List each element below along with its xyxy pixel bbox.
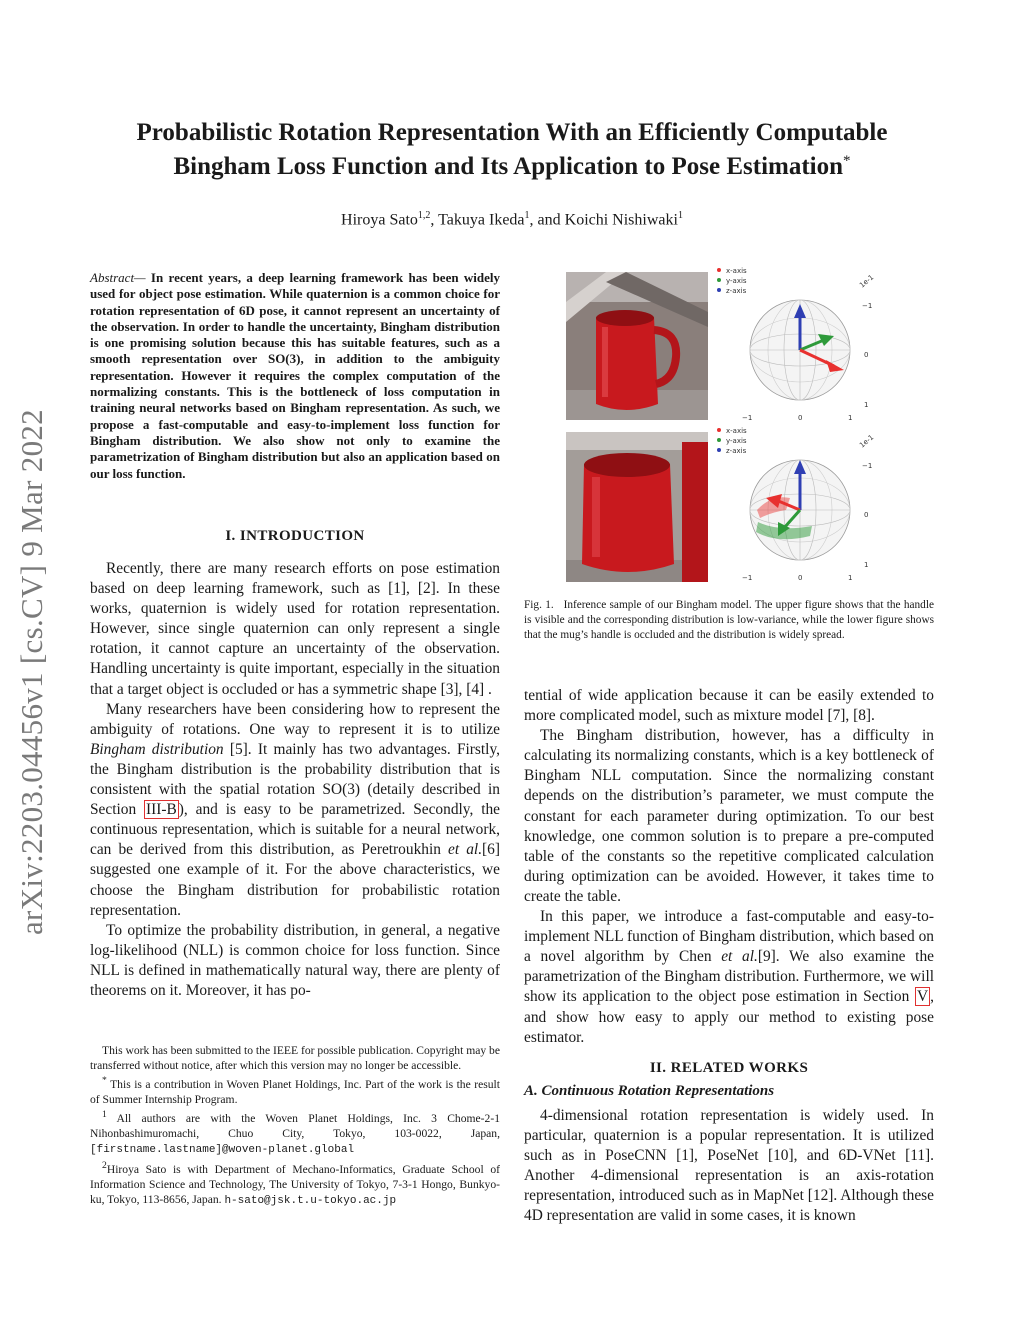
related-works-heading: II. RELATED WORKS xyxy=(649,1059,809,1076)
footnotes xyxy=(90,1043,500,1209)
footnote-affiliation-2-text: Hiroya Sato is with Department of Mechano-Informatics, Graduate School of Information Science and Technology, The University of Tokyo, 7-3-1 Hongo, Bunkyo-ku, Tokyo, 113-8656, Japan. xyxy=(90,1162,500,1206)
footnote-contribution-text: This is a contribution in Woven Planet Holdings, Inc. Part of the work is the result of Summer Internship Program. xyxy=(90,1077,500,1106)
author-1: Hiroya Sato xyxy=(341,211,418,229)
legend-marker-y xyxy=(717,438,721,442)
plot-legend-upper xyxy=(717,267,747,295)
figure-1-caption xyxy=(524,598,934,643)
legend-marker-y xyxy=(717,278,721,282)
tick-y-0: 0 xyxy=(864,351,869,359)
continuous-rotation-subheading: A. Continuous Rotation Representations xyxy=(524,1082,775,1099)
intro-p2-text-b: [5]. It mainly has two advantages. Firstly, the Bingham distribution is the probability distribution that is consistent with the spatial rotation SO(3) (detaily described in Section xyxy=(90,740,500,819)
legend-label-x: x-axis xyxy=(726,267,747,275)
right-paragraph-2: The Bingham distribution, however, has a difficulty in calculating its normalizing constants, which is a key bottleneck of Bingham NLL computation. Since the normalizing constant depends on the distribution’s parameter, we must compute the constant for each parameter during optimization. To our best knowledge, one common solution is to prepare a pre-computed table of the constants so the repetitive complicated calculation during optimization can be avoided. However, it takes time to create the table. xyxy=(524,727,934,905)
sphere-plot-lower xyxy=(712,422,888,584)
legend-marker-z xyxy=(717,448,721,452)
title-line-2-text: Bingham Loss Function and Its Application to Pose Estimation xyxy=(173,153,844,180)
footnote-affiliation-1-text: All authors are with the Woven Planet Holdings, Inc. 3 Chome-2-1 Nihonbashimuromachi, Chuo City, Tokyo, 103-0022, Japan, xyxy=(90,1111,500,1140)
legend-label-x: x-axis xyxy=(726,427,747,435)
intro-paragraph-1: Recently, there are many research efforts on pose estimation based on deep learning framework, such as [1], [2]. In these works, quaternion is widely used for rotation representation. However, since single quaternion can only represent a single rotation, it cannot capture an uncertainty of the observation. Handling uncertainty is quite important, especially in the situation that a target object is occluded or has a symmetric shape [3], [4] . xyxy=(90,560,500,698)
author-list: Hiroya Sato$^{1,2}$, Takuya Ikeda$^1$, and Koichi Nishiwaki$^1$ xyxy=(341,210,683,229)
legend-marker-x xyxy=(717,268,721,272)
abstract xyxy=(90,270,500,482)
tick-y-0: 0 xyxy=(864,511,869,519)
footnote-mark-2: 2 xyxy=(102,1159,107,1171)
author-3-affil: 1 xyxy=(677,210,683,221)
right-paragraph-1: tential of wide application because it can be easily extended to more complicated model, such as mixture model [7], [8]. xyxy=(524,687,934,725)
intro-paragraph-3: To optimize the probability distribution, in general, a negative log-likelihood (NLL) is common choice for loss function. Since NLL is defined in mathematically natural way, there are plenty of theorems on it. Moreover, it has po- xyxy=(90,921,500,999)
tick-y-1: 1 xyxy=(864,401,869,409)
plot-legend-lower xyxy=(717,427,747,455)
mug-photo-upper xyxy=(566,272,708,420)
arxiv-identifier-stamp: arXiv:2203.04456v1 [cs.CV] 9 Mar 2022 xyxy=(14,409,49,935)
author-2-affil: 1 xyxy=(524,210,530,221)
legend-label-y: y-axis xyxy=(726,277,747,285)
introduction-section xyxy=(90,528,500,1001)
corner-scale-label: 1e-1 xyxy=(858,433,876,450)
introduction-heading: I. INTRODUCTION xyxy=(225,528,365,544)
email-address[interactable]: h-sato@jsk.t.u-tokyo.ac.jp xyxy=(224,1194,397,1207)
title-line-2 xyxy=(80,150,944,184)
tick-x-0: 0 xyxy=(798,574,803,582)
tick-x-1: 1 xyxy=(848,574,853,582)
legend-label-z: z-axis xyxy=(726,447,747,455)
footnote-ieee: This work has been submitted to the IEEE for possible publication. Copyright may be transferred without notice, after which this version may no longer be accessible. xyxy=(90,1044,500,1072)
footnote-mark-1: 1 xyxy=(102,1108,107,1120)
right-p3-text-b: [9]. We also examine the parametrization of the Bingham distribution. Furthermore, we will show its application to the object pose estimation in Section xyxy=(524,948,934,1006)
abstract-text: In recent years, a deep learning framework has been widely used for object pose estimation. While quaternion is a common choice for rotation representation of 6D pose, it cannot represent an uncertainty of the observation. In order to handle the uncertainty, Bingham distribution is one promising solution because this has suitable features, such as a smooth representation over SO(3), in addition to the ambiguity representation. However it requires the complex computation of the normalizing constants. This is the bottleneck of loss computation in training neural networks based on Bingham representation. As such, we propose a fast-computable and easy-to-implement loss function for Bingham distribution. We also show not only to examine the parametrization of Bingham distribution but also an application based on our loss function. xyxy=(90,270,500,481)
intro-p2-etal: et al. xyxy=(448,841,483,859)
right-paragraph-3 xyxy=(524,907,934,1048)
email-pattern[interactable]: [firstname.lastname]@woven-planet.global xyxy=(90,1143,355,1156)
author-3: and Koichi Nishiwaki xyxy=(537,211,678,229)
right-p3-etal: et al. xyxy=(721,948,758,966)
tick-x-0: 0 xyxy=(798,414,803,422)
title-footnote-mark: * xyxy=(843,153,851,169)
intro-p2-emphasis: Bingham distribution xyxy=(90,740,224,758)
footnote-contribution xyxy=(90,1073,500,1107)
abstract-label: Abstract— xyxy=(90,270,146,285)
footnote-mark-star: * xyxy=(102,1075,107,1086)
legend-marker-x xyxy=(717,428,721,432)
author-1-affil: 1,2 xyxy=(417,210,431,221)
tick-y-1: 1 xyxy=(864,561,869,569)
tick-x-m1: −1 xyxy=(742,574,753,582)
intro-paragraph-2 xyxy=(90,700,500,921)
intro-p2-text-c: ), and is easy to be parametrized. Secondly, the continuous representation, which is suitable for a neural network, can be derived from this distribution, as Peretroukhin xyxy=(90,801,500,859)
right-paragraph-4: 4-dimensional rotation representation is widely used. In particular, quaternion is a popular representation. It is utilized such as in PoseCNN [1], PoseNet [10], and 6D-VNet [11]. Another 4-dimensional representation is an axis-rotation representation, introduced such as in MapNet [12]. Although these 4D representation are valid in some cases, it is known xyxy=(524,1106,934,1225)
mug-photo-lower xyxy=(566,432,708,582)
tick-y-m1: −1 xyxy=(862,302,873,310)
author-2: Takuya Ikeda xyxy=(438,211,525,229)
tick-x-1: 1 xyxy=(848,414,853,422)
legend-label-z: z-axis xyxy=(726,287,747,295)
footnote-affiliation-1 xyxy=(90,1107,500,1158)
right-column-body xyxy=(524,686,934,1226)
footnote-affiliation-2 xyxy=(90,1158,500,1209)
figure-1-label: Fig. 1. xyxy=(524,599,554,611)
section-link-iii-b[interactable]: III-B xyxy=(146,801,177,819)
section-link-v[interactable]: V xyxy=(917,988,929,1006)
intro-p2-text-d: [6] suggested one example of it. For the above characteristics, we choose the Bingham distribution for probabilistic rotation representation. xyxy=(90,841,500,919)
tick-x-m1: −1 xyxy=(742,414,753,422)
paper-title xyxy=(80,116,944,184)
intro-p2-text-a: Many researchers have been considering how to represent the ambiguity of rotations. One way to represent it is to utilize xyxy=(90,700,500,738)
corner-scale-label: 1e-1 xyxy=(858,273,876,290)
legend-marker-z xyxy=(717,288,721,292)
tick-y-m1: −1 xyxy=(862,462,873,470)
right-p3-text-a: In this paper, we introduce a fast-computable and easy-to-implement NLL function of Bingham distribution, which based on a novel algorithm by Chen xyxy=(524,908,934,966)
title-line-1: Probabilistic Rotation Representation With an Efficiently Computable xyxy=(136,119,888,146)
legend-label-y: y-axis xyxy=(726,437,747,445)
right-p3-text-c: , and show how easy to apply our method to existing pose estimator. xyxy=(524,988,934,1046)
sphere-plot-upper xyxy=(712,262,888,424)
figure-1-caption-text: Inference sample of our Bingham model. The upper figure shows that the handle is visible and the corresponding distribution is low-variance, while the lower figure shows that the mug’s handle is occluded and the distribution is widely spread. xyxy=(524,599,934,641)
